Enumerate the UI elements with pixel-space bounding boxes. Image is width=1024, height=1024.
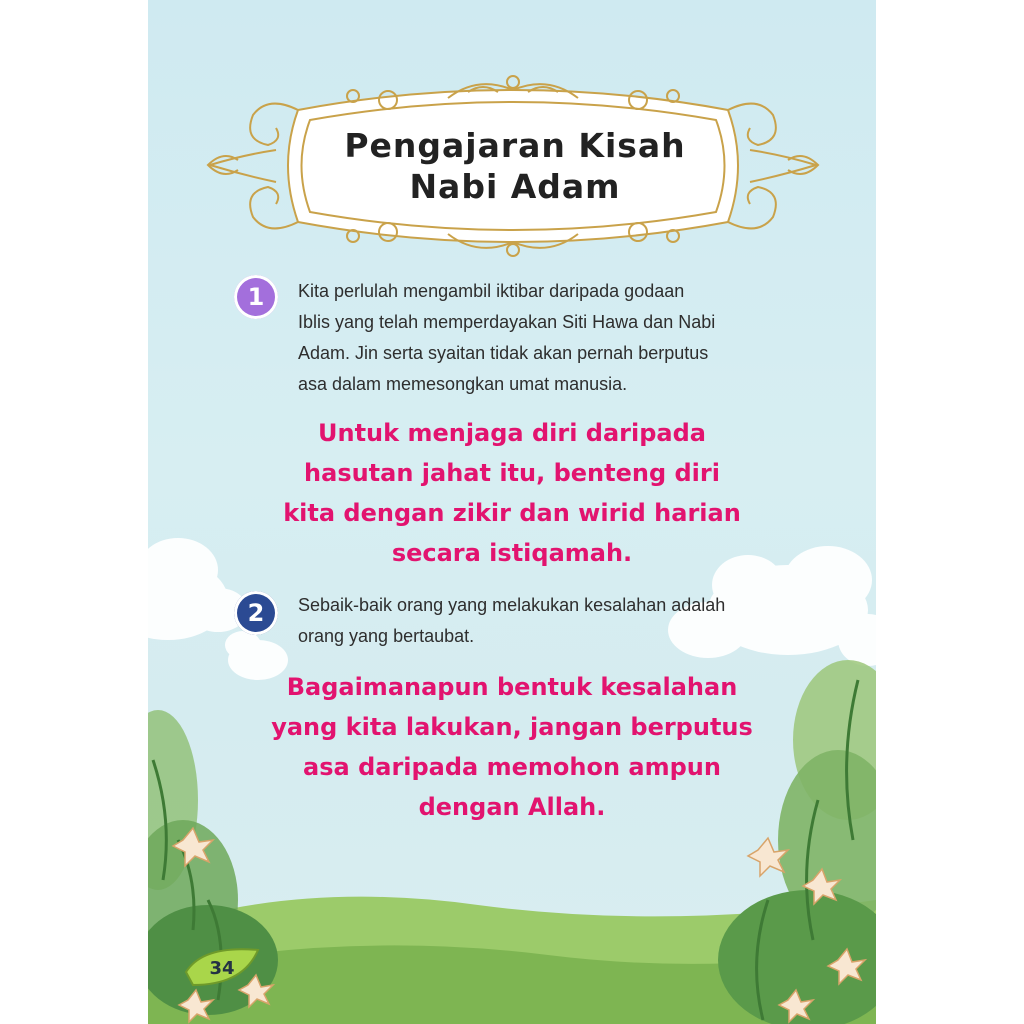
highlight-line: hasutan jahat itu, benteng diri (304, 459, 720, 487)
book-page (148, 0, 876, 1024)
text-line: orang yang bertaubat. (298, 626, 475, 646)
number-badge-2: 2 (234, 591, 278, 635)
page-title (310, 118, 720, 214)
highlight-line: secara istiqamah. (391, 539, 633, 567)
text-line: Kita perlulah mengambil iktibar daripada godaan (298, 281, 685, 301)
title-line-1: Pengajaran Kisah (344, 126, 686, 165)
lesson-1-highlight (148, 413, 876, 573)
page-number: 34 (209, 958, 235, 979)
highlight-line: yang kita lakukan, jangan berputus (271, 713, 753, 741)
number-badge-1: 1 (234, 275, 278, 319)
text-line: Sebaik-baik orang yang melakukan kesalahan adalah (298, 595, 726, 615)
lesson-2-text (298, 590, 725, 652)
highlight-line: Bagaimanapun bentuk kesalahan (286, 673, 738, 701)
title-line-2: Nabi Adam (409, 167, 621, 206)
highlight-line: asa daripada memohon ampun (303, 753, 721, 781)
highlight-line: Untuk menjaga diri daripada (318, 419, 706, 447)
text-line: Adam. Jin serta syaitan tidak akan pernah berputus (298, 343, 709, 363)
lesson-1-text (298, 276, 715, 400)
text-line: Iblis yang telah memperdayakan Siti Hawa dan Nabi (298, 312, 716, 332)
text-line: asa dalam memesongkan umat manusia. (298, 374, 628, 394)
highlight-line: kita dengan zikir dan wirid harian (283, 499, 741, 527)
lesson-2-highlight (148, 667, 876, 827)
highlight-line: dengan Allah. (418, 793, 606, 821)
